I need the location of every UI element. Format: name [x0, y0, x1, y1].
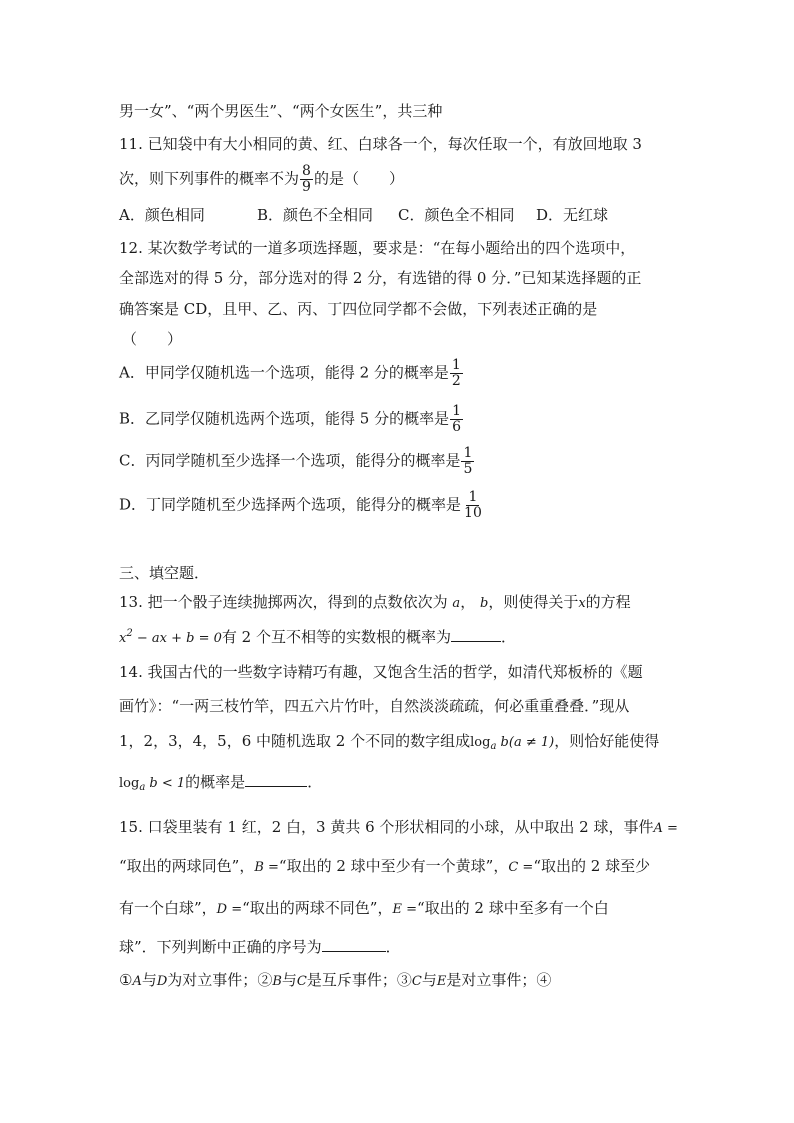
q15-text: “取出的 2 球至少 — [533, 857, 651, 875]
event-a: A — [132, 974, 142, 989]
q13-text: 有 2 个互不相等的实数根的概率为 — [221, 628, 451, 646]
q11-text-tail: 的是（ ） — [313, 169, 404, 188]
q14-line-4 — [119, 772, 322, 795]
fraction-denominator: 2 — [451, 373, 461, 389]
option-text: B．乙同学仅随机选两个选项，能得 5 分的概率是 — [119, 409, 450, 428]
continuation-line: 男一女”、“两个男医生”、“两个女医生”，共三种 — [119, 102, 443, 120]
period: ． — [500, 628, 516, 646]
eq-rest: − ax + b = 0 — [132, 631, 222, 646]
event-c: C — [411, 974, 422, 989]
eq-exponent: 2 — [126, 628, 133, 639]
conj: 与 — [421, 971, 437, 989]
event-d: D = — [216, 902, 243, 917]
item-marker: ① — [119, 971, 133, 989]
q12-option-d — [119, 490, 485, 521]
q14-text: 的概率是 — [185, 773, 246, 791]
fraction-denominator: 6 — [452, 419, 462, 435]
q13-text-tail: 的方程 — [585, 593, 631, 611]
q14-text-tail: ，则恰好能使得 — [554, 732, 660, 750]
option-fraction — [450, 404, 463, 435]
log-condition: (a ≠ 1) — [508, 735, 555, 750]
answer-blank — [245, 772, 307, 787]
log: log — [470, 735, 491, 750]
log-base: a — [490, 741, 497, 752]
event-e: E — [436, 974, 447, 989]
log: log — [119, 776, 140, 791]
item-marker: ③ — [396, 971, 412, 989]
item-marker: ④ — [536, 971, 552, 989]
event-b: B — [272, 974, 282, 989]
q13-line-2 — [119, 627, 516, 650]
separator: ， — [460, 593, 476, 611]
option-text: C．丙同学随机至少选择一个选项，能得分的概率是 — [119, 451, 461, 470]
q15-text: 球”．下列判断中正确的序号为 — [119, 938, 322, 956]
fraction-numerator: 8 — [302, 163, 311, 179]
q11-line-2 — [119, 164, 404, 195]
option-text: D．丁同学随机至少选择两个选项，能得分的概率是 — [119, 495, 462, 514]
q12-option-a — [119, 358, 464, 389]
q13-text: 13. 把一个骰子连续抛掷两次，得到的点数依次为 — [119, 593, 448, 611]
q11-options — [119, 205, 608, 225]
var-x: x — [578, 596, 586, 611]
equation — [119, 628, 222, 646]
section-heading: 三、填空题． — [119, 564, 210, 582]
log-arg: b — [496, 735, 509, 750]
option-fraction — [461, 446, 474, 477]
period: ． — [385, 938, 401, 956]
q14-line-2: 画竹》：“一两三枝竹竿，四五六片竹叶，自然淡淡疏疏，何必重重叠叠．”现从 — [119, 697, 630, 715]
fraction-numerator: 1 — [468, 489, 478, 505]
fraction-numerator: 1 — [463, 445, 473, 461]
q15-text: 15. 口袋里装有 1 红，2 白，3 黄共 6 个形状相同的小球，从中取出 2 球，事件 — [119, 818, 654, 836]
option-fraction — [462, 490, 484, 521]
q12-line-1: 12. 某次数学考试的一道多项选择题，要求是：“在每小题给出的四个选项中， — [119, 239, 636, 257]
q11-option-b: B．颜色不全相同 — [257, 206, 374, 224]
item-marker: ② — [257, 971, 273, 989]
option-text: A．甲同学仅随机选一个选项，能得 2 分的概率是 — [119, 363, 449, 382]
q15-text: “取出的两球同色”， — [119, 857, 255, 875]
var-a: a — [452, 596, 461, 611]
conj: 与 — [281, 971, 297, 989]
q14-line-1: 14. 我国古代的一些数字诗精巧有趣，又饱含生活的哲学，如清代郑板桥的《题 — [119, 663, 643, 681]
inequality — [119, 776, 185, 791]
q15-text: “取出的 2 球中至少有一个黄球”， — [278, 857, 509, 875]
event-c: C — [296, 974, 307, 989]
event-b: B = — [254, 860, 279, 875]
q15-line-4 — [119, 937, 401, 957]
statement: 是互斥事件； — [306, 971, 397, 989]
q11-line-1: 11. 已知袋中有大小相同的黄、红、白球各一个，每次任取一个，有放回地取 3 — [119, 135, 642, 153]
answer-blank — [322, 937, 386, 952]
log-expression — [470, 735, 554, 750]
q11-text: 次，则下列事件的概率不为 — [119, 169, 300, 188]
inequality-tail: b < 1 — [145, 776, 186, 791]
event-d: D — [156, 974, 168, 989]
q13-text-mid: ，则使得关于 — [488, 593, 579, 611]
fraction-denominator: 9 — [302, 179, 311, 195]
q13-line-1 — [119, 592, 631, 614]
event-e: E = — [392, 902, 417, 917]
q15-text: “取出的 2 球中至多有一个白 — [416, 899, 609, 917]
eq-x: x — [119, 631, 127, 646]
q15-text: “取出的两球不同色”， — [242, 899, 393, 917]
conj: 与 — [141, 971, 157, 989]
answer-blank — [451, 627, 501, 642]
q15-text: 有一个白球”， — [119, 899, 217, 917]
option-fraction — [450, 358, 463, 389]
q15-line-5 — [119, 970, 551, 992]
q15-line-3 — [119, 898, 609, 920]
log-base: a — [139, 782, 146, 793]
q14-line-3 — [119, 731, 659, 754]
fraction-denominator: 10 — [464, 505, 482, 521]
q11-fraction — [300, 164, 313, 195]
var-b: b — [479, 596, 489, 611]
event-a: A = — [653, 821, 678, 836]
statement: 是对立事件； — [446, 971, 537, 989]
q12-option-c — [119, 446, 475, 477]
statement: 为对立事件； — [167, 971, 258, 989]
q12-answer-paren: （ ） — [122, 330, 183, 348]
period: ． — [307, 773, 323, 791]
q15-line-2 — [119, 856, 650, 878]
q11-option-a: A．颜色相同 — [119, 206, 205, 224]
q11-option-d: D．无红球 — [536, 206, 609, 224]
fraction-numerator: 1 — [452, 403, 462, 419]
q12-line-2: 全部选对的得 5 分，部分选对的得 2 分，有选错的得 0 分．”已知某选择题的正 — [119, 269, 642, 287]
q12-line-3: 确答案是 CD，且甲、乙、丙、丁四位同学都不会做，下列表述正确的是 — [119, 300, 598, 318]
q14-text: 1，2，3，4，5，6 中随机选取 2 个不同的数字组成 — [119, 732, 471, 750]
q11-option-c: C．颜色全不相同 — [398, 206, 515, 224]
q15-line-1 — [119, 817, 678, 839]
q12-option-b — [119, 404, 464, 435]
event-c: C = — [508, 860, 534, 875]
fraction-numerator: 1 — [451, 357, 461, 373]
fraction-denominator: 5 — [463, 461, 473, 477]
